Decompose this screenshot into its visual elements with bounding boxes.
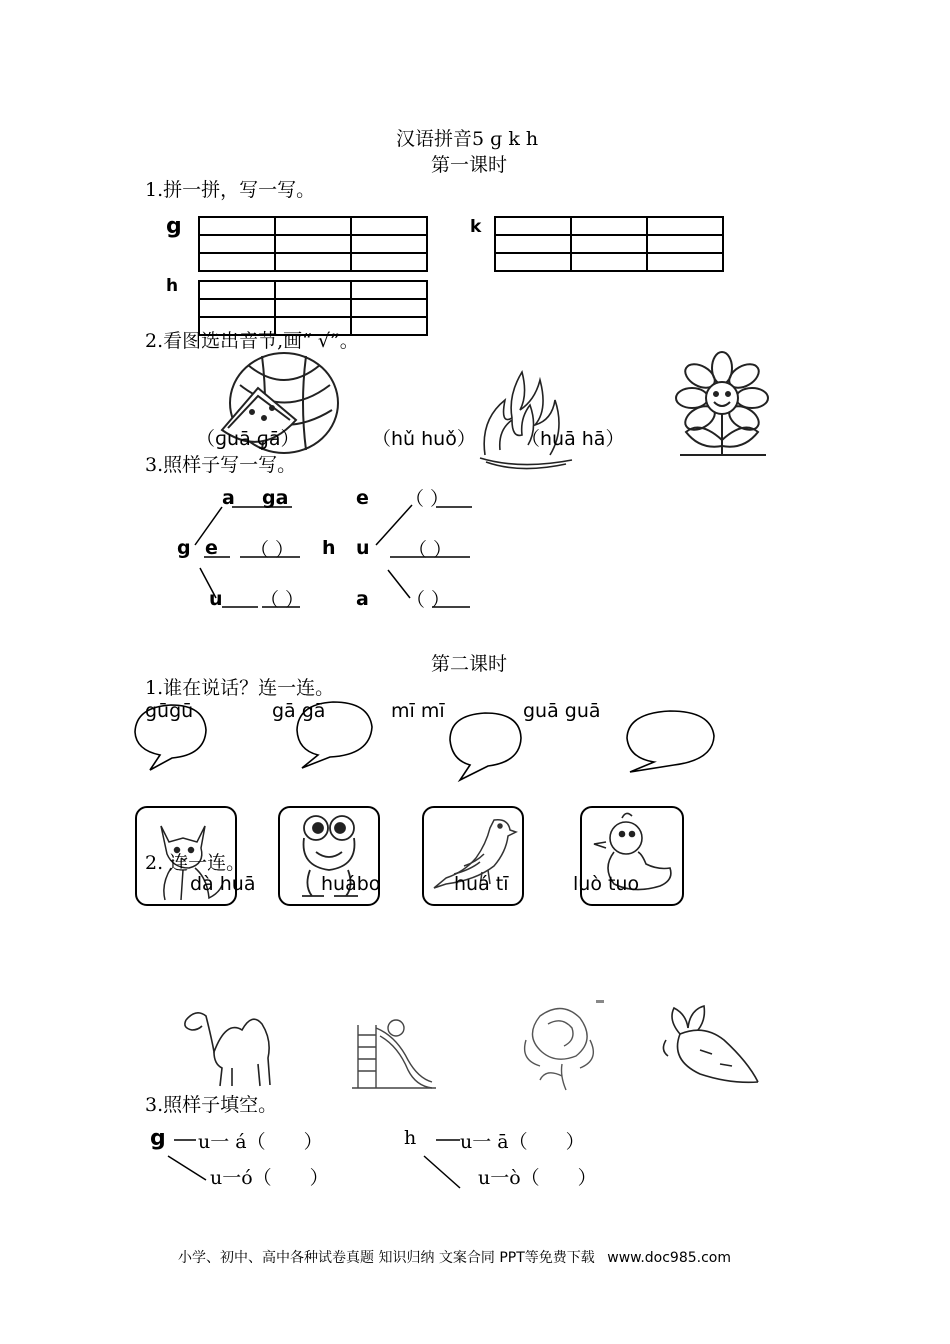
initial-g: g [177, 537, 191, 559]
sound-gaga: gā gā [272, 700, 326, 722]
option-hua-ha[interactable]: （huā hā） [521, 428, 625, 450]
word-huabo: huábo [321, 873, 381, 895]
rose-icon [525, 1000, 604, 1090]
letter-k-label: k [470, 217, 482, 237]
sound-gugu: gūgū [145, 700, 194, 722]
lesson2-question-1-title: 1.谁在说话？连一连。 [145, 677, 335, 699]
initial-g-2: g [150, 1126, 166, 1151]
option-hu-huo[interactable]: （hǔ huǒ） [372, 428, 476, 450]
initial-h-2: h [404, 1127, 417, 1149]
lesson2-question-2-title: 2. 连一连。 [145, 852, 246, 874]
word-luo-tuo: luò tuo [573, 873, 640, 895]
radish-icon [663, 1006, 758, 1082]
camel-icon [185, 1013, 270, 1086]
fill-row2-left[interactable]: u一ó（ ） [210, 1167, 329, 1189]
option-gua-ga[interactable]: （ɡuā ɡā） [196, 428, 300, 450]
sound-mimi: mī mī [391, 700, 445, 722]
footer-url[interactable]: www.doc985.com [607, 1250, 731, 1266]
footer-description: 小学、初中、高中各种试卷真题 知识归纳 文案合同 PPT等免费下载 [178, 1250, 595, 1266]
syllable-u-left: u [209, 588, 223, 610]
initial-h: h [322, 537, 336, 559]
syllable-e-right: e [356, 487, 369, 509]
sound-guagua: guā guā [523, 700, 601, 722]
worksheet-title: 汉语拼音5 ɡ k h [396, 128, 539, 150]
syllable-a: a [222, 487, 235, 509]
fill-row1-right[interactable]: u一 ā（ ） [460, 1131, 585, 1153]
syllable-e-left: e [205, 537, 218, 559]
blank-u-left[interactable]: （ ） [260, 589, 305, 611]
slide-icon [352, 1020, 436, 1088]
question-2-title: 2.看图选出音节,画“ √”。 [145, 330, 359, 352]
syllable-a-right: a [356, 588, 369, 610]
fill-row2-right[interactable]: u一ò（ ） [478, 1167, 597, 1189]
footer-text [178, 1247, 731, 1267]
word-da-hua: dà huā [190, 873, 256, 895]
flower-icon [676, 352, 768, 455]
speech-bubble-3 [450, 713, 521, 780]
lesson-one-heading: 第一课时 [431, 154, 508, 176]
letter-h-label: h [166, 276, 179, 296]
syllable-u-right: u [356, 537, 370, 559]
syllable-ga: ga [262, 487, 289, 509]
blank-e-left[interactable]: （ ） [250, 539, 295, 561]
blank-u-right[interactable]: （ ） [408, 539, 453, 561]
blank-e-right[interactable]: （ ） [405, 488, 450, 510]
letter-g-label: g [166, 214, 182, 239]
lesson-two-heading: 第二课时 [431, 653, 508, 675]
fire-icon [480, 372, 572, 469]
fill-row1-left[interactable]: u一 á（ ） [198, 1131, 323, 1153]
question-1-title: 1.拼一拼，写一写。 [145, 179, 316, 201]
blank-a-right[interactable]: （ ） [406, 589, 451, 611]
word-hua-ti: huá tī [454, 873, 509, 895]
question-3-title: 3.照样子写一写。 [145, 454, 297, 476]
speech-bubble-4 [627, 711, 714, 772]
lesson2-question-3-title: 3.照样子填空。 [145, 1094, 278, 1116]
